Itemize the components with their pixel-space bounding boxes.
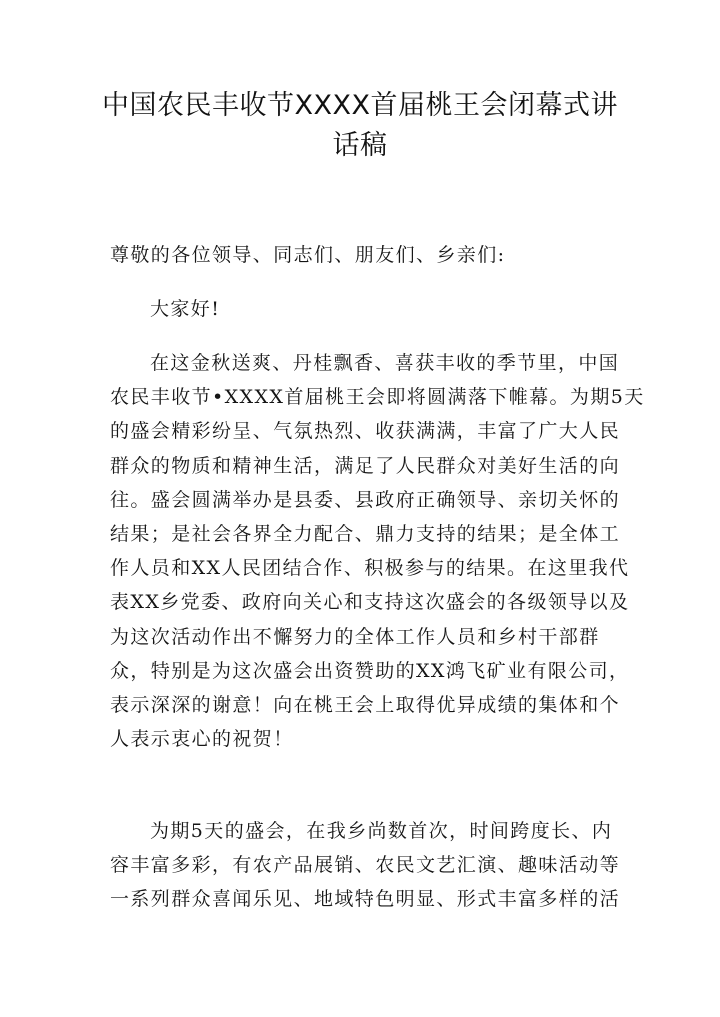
paragraph-line: 人表示衷心的祝贺！ — [110, 728, 294, 751]
title-line: 中国农民丰收节XXXX首届桃王会闭幕式讲 — [102, 90, 618, 121]
paragraph-line: 农民丰收节•XXXX首届桃王会即将圆满落下帷幕。为期5天 — [110, 386, 645, 409]
paragraph-line: 容丰富多彩，有农产品展销、农民文艺汇演、趣味活动等 — [110, 854, 621, 877]
paragraph-line: 在这金秋送爽、丹桂飘香、喜获丰收的季节里，中国 — [150, 352, 620, 374]
paragraph-2 — [110, 814, 621, 917]
paragraph-line: 表XX乡党委、政府向关心和支持这次盛会的各级领导以及 — [110, 591, 630, 614]
paragraph-line: 往。盛会圆满举办是县委、县政府正确领导、亲切关怀的 — [110, 488, 621, 511]
salutation: 尊敬的各位领导、同志们、朋友们、乡亲们: — [110, 244, 506, 266]
document-title — [100, 86, 620, 166]
title-line: 话稿 — [332, 130, 388, 161]
paragraph-line: 一系列群众喜闻乐见、地域特色明显、形式丰富多样的活 — [110, 888, 621, 911]
paragraph-line: 作人员和XX人民团结合作、积极参与的结果。在这里我代 — [110, 557, 630, 580]
paragraph-line: 表示深深的谢意！向在桃王会上取得优异成绩的集体和个 — [110, 694, 621, 717]
paragraph-line: 为期5天的盛会，在我乡尚数首次，时间跨度长、内 — [150, 820, 613, 842]
paragraph-line: 众，特别是为这次盛会出资赞助的XX鸿飞矿业有限公司， — [110, 659, 630, 682]
greeting: 大家好! — [150, 298, 221, 320]
paragraph-line: 群众的物质和精神生活，满足了人民群众对美好生活的向 — [110, 454, 621, 477]
paragraph-line: 结果；是社会各界全力配合、鼎力支持的结果；是全体工 — [110, 523, 621, 546]
paragraph-line: 的盛会精彩纷呈、气氛热烈、收获满满，丰富了广大人民 — [110, 420, 621, 443]
paragraph-1 — [110, 346, 645, 756]
paragraph-line: 为这次活动作出不懈努力的全体工作人员和乡村干部群 — [110, 625, 600, 648]
